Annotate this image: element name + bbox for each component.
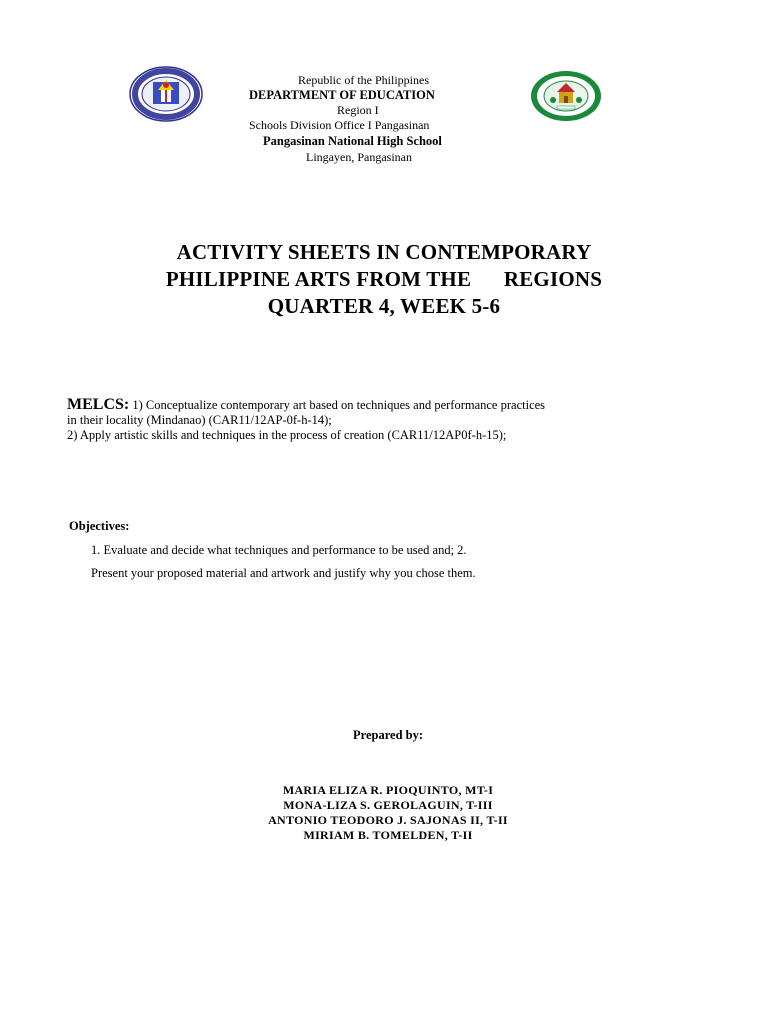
- author-2: MONA-LIZA S. GEROLAGUIN, T-III: [283, 798, 493, 812]
- melcs-item-1b: in their locality (Mindanao) (CAR11/12AP-0f-h-14);: [67, 413, 332, 427]
- header-department: DEPARTMENT OF EDUCATION: [249, 88, 435, 102]
- objectives-title: Objectives:: [69, 519, 130, 533]
- objective-line-2: Present your proposed material and artwork and justify why you chose them.: [91, 566, 476, 580]
- header-region: Region I: [337, 103, 379, 117]
- header-division: Schools Division Office I Pangasinan: [249, 118, 430, 132]
- author-3: ANTONIO TEODORO J. SAJONAS II, T-II: [268, 813, 508, 827]
- title-line-3: QUARTER 4, WEEK 5-6: [267, 294, 501, 318]
- school-seal-logo: [529, 70, 603, 122]
- title-line-1: ACTIVITY SHEETS IN CONTEMPORARY: [176, 240, 592, 264]
- melcs-section: [67, 397, 707, 443]
- author-4: MIRIAM B. TOMELDEN, T-II: [303, 828, 473, 842]
- melcs-item-1a: 1) Conceptualize contemporary art based on techniques and performance practices: [129, 398, 546, 412]
- melcs-item-2: 2) Apply artistic skills and techniques in the process of creation (CAR11/12AP0f-h-15);: [67, 428, 507, 442]
- header-location: Lingayen, Pangasinan: [306, 150, 412, 164]
- objective-line-1: 1. Evaluate and decide what techniques and performance to be used and; 2.: [91, 543, 467, 557]
- prepared-by-label: Prepared by:: [352, 728, 424, 742]
- header-republic: Republic of the Philippines: [298, 73, 429, 87]
- author-1: MARIA ELIZA R. PIOQUINTO, MT-I: [282, 783, 494, 797]
- melcs-colon: :: [123, 396, 130, 413]
- deped-seal-logo: [128, 66, 204, 122]
- title-line-2: PHILIPPINE ARTS FROM THE REGIONS: [165, 267, 603, 291]
- header-school: Pangasinan National High School: [263, 134, 442, 148]
- melcs-label: MELCS: [67, 396, 124, 413]
